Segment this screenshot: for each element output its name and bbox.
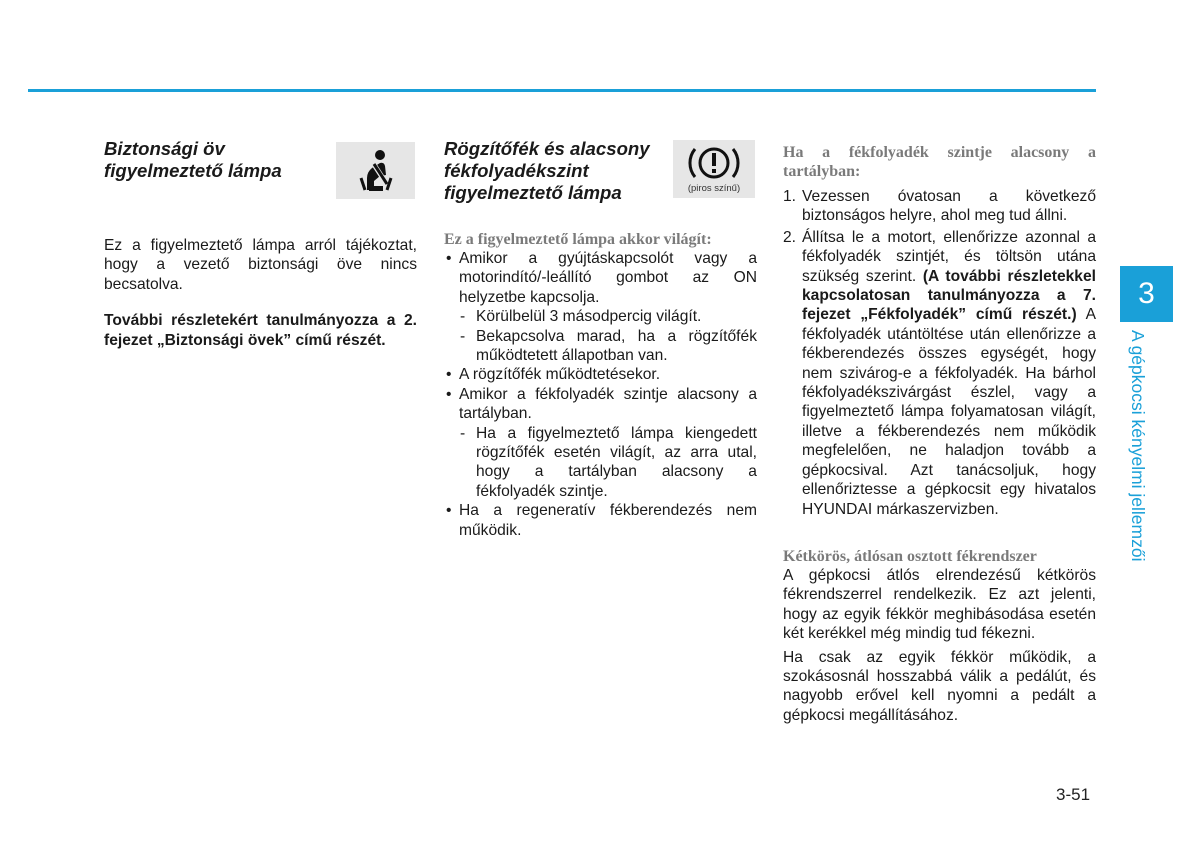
list-item — [444, 249, 757, 365]
chapter-tab — [1120, 266, 1173, 322]
list-item — [783, 228, 1096, 519]
step-number: 1. — [783, 188, 797, 205]
low-fluid-steps — [783, 187, 1096, 519]
brake-warning-icon — [673, 140, 755, 198]
brake-section — [444, 138, 757, 540]
brake-subheading: Ez a figyelmeztető lámpa akkor világít: — [444, 231, 712, 248]
sub-list — [444, 424, 757, 502]
step-number: 2. — [783, 228, 797, 246]
seatbelt-header — [104, 138, 417, 182]
seatbelt-body: Ez a figyelmeztető lámpa arról tájékoztat, hogy a vezető biztonsági öve nincs becsatolva. — [104, 237, 417, 293]
brake-title-line2: fékfolyadékszint — [444, 160, 589, 181]
brake-conditions-list — [444, 249, 757, 540]
step-reference: (A további részletekkel kapcsolatosan tanulmányozza a 7. fejezet „Fékfolyadék” című részét.) — [802, 267, 1096, 324]
low-fluid-section — [783, 143, 1096, 725]
brake-title-line3: figyelmeztető lámpa — [444, 182, 622, 203]
seatbelt-title-line1: Biztonsági öv — [104, 138, 225, 159]
dual-circuit-heading: Kétkörös, átlósan osztott fékrendszer — [783, 547, 1037, 565]
list-item-text: Amikor a gyújtáskapcsolót vagy a motorindító/-leállító gombot az ON helyzetbe kapcsolja. — [459, 250, 757, 306]
list-item: - Ha a figyelmeztető lámpa kiengedett rögzítőfék esetén világít, az arra utal, hogy a tartályban alacsony a fékfolyadék szintje. — [444, 424, 757, 502]
top-rule — [28, 89, 1096, 92]
seatbelt-section — [104, 138, 417, 350]
dual-circuit-para2: Ha csak az egyik fékkör működik, a szokásosnál hosszabbá válik a pedálút, és nagyobb erővel kell nyomni a pedált a gépkocsi megállításához. — [783, 648, 1096, 724]
step-text-continued: A fékfolyadék utántöltése után ellenőrizze a fékberendezés összes egységét, hogy nem szivárog-e a fékfolyadék. Ha bárhol fékfolyadékszivárgást észlel, vagy a figyelmeztető lámpa folyamatosan világít, illetve a fékberendezés nem működik megfelelően, ne haladjon tovább a gépkocsival. Azt tanácsoljuk, hogy ellenőriztesse a gépkocsit egy hivatalos HYUNDAI márkaszervizben. — [802, 306, 1096, 518]
list-item-text: Amikor a fékfolyadék szintje alacsony a tartályban. — [459, 385, 757, 423]
chapter-number: 3 — [1138, 277, 1155, 310]
seatbelt-reference: További részletekért tanulmányozza a 2. fejezet „Biztonsági övek” című részét. — [104, 312, 417, 349]
chapter-title: A gépkocsi kényelmi jellemzői — [1128, 330, 1148, 562]
list-item — [444, 385, 757, 501]
step-text: Vezessen óvatosan a következő biztonságos helyre, ahol meg tud állni. — [802, 188, 1096, 225]
sub-list — [444, 307, 757, 365]
list-item — [783, 187, 1096, 226]
brake-title-line1: Rögzítőfék és alacsony — [444, 138, 650, 159]
dual-circuit-para1: A gépkocsi átlós elrendezésű kétkörös fékrendszerrel rendelkezik. Ez azt jelenti, hogy az egyik fékkör meghibásodása esetén két kerékkel még mindig tud fékezni. — [783, 566, 1096, 643]
low-fluid-heading: Ha a fékfolyadék szintje alacsony a tartályban: — [783, 144, 1096, 180]
seatbelt-warning-icon — [336, 142, 415, 199]
list-item: • A rögzítőfék működtetésekor. — [444, 365, 757, 384]
brake-icon-caption: (piros színű) — [687, 183, 741, 194]
brake-header — [444, 138, 757, 204]
page-number: 3-51 — [1056, 785, 1091, 804]
list-item: - Körülbelül 3 másodpercig világít. — [444, 307, 757, 326]
list-item: - Bekapcsolva marad, ha a rögzítőfék működtetett állapotban van. — [444, 327, 757, 366]
step-text: Állítsa le a motort, ellenőrizze azonnal a fékfolyadék szintjét, és töltsön utána szükség szerint. — [802, 228, 1096, 285]
list-item: • Ha a regeneratív fékberendezés nem működik. — [444, 501, 757, 540]
seatbelt-title-line2: figyelmeztető lámpa — [104, 160, 282, 181]
